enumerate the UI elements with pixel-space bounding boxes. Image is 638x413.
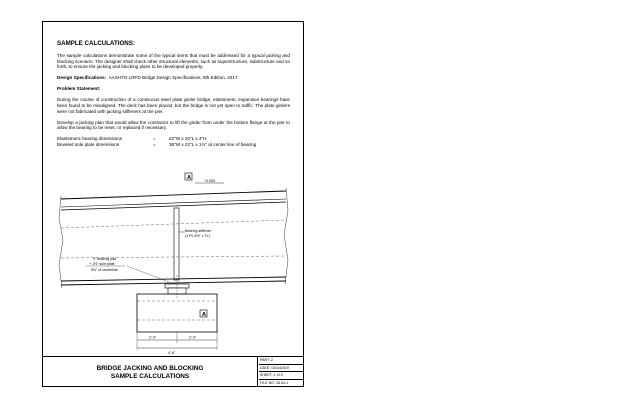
spec-value: 22"W x 20"L x 4"H xyxy=(169,136,207,142)
intro-paragraph: The sample calculations demonstrate some of the typical items that must be addressed for a typical jacking and blocking scenario. The designer shall check other structural elements, such as superstructure, substructure and so forth, to ensure the jacking and blocking plans to be developed properly. xyxy=(57,53,290,70)
document-sheet xyxy=(42,21,304,387)
dim-left: 2'-3" xyxy=(149,335,157,340)
girder-web-line xyxy=(61,220,286,228)
deck-top-line xyxy=(61,191,286,199)
title-block xyxy=(43,356,303,386)
design-specs-line xyxy=(57,75,290,81)
stiffener-note-1: Bearing stiffener xyxy=(185,229,212,233)
section-title: SAMPLE CALCULATIONS: xyxy=(57,40,135,47)
slope-label: +3.053 xyxy=(204,179,216,183)
girder-elevation-drawing xyxy=(57,170,290,360)
dim-total: 4'-6" xyxy=(168,351,176,355)
bearing-note-3: 5½" of centerline xyxy=(91,268,118,272)
title-block-line-2: SAMPLE CALCULATIONS xyxy=(110,373,190,380)
spec-value: 36"W x 22"L x 1½" at center line of bearing xyxy=(169,142,257,148)
title-block-sheet: SHEET: 1 of 9 xyxy=(259,372,303,380)
spec-row-sole-plate xyxy=(57,142,290,148)
title-block-file: FILE NO. 26.04-1 xyxy=(260,380,289,385)
bearing-note-2: + 1½" sole plate xyxy=(89,262,115,266)
section-mark-top: A xyxy=(187,175,191,181)
bottom-flange-top xyxy=(61,277,286,281)
content-area xyxy=(57,40,290,148)
problem-statement-label: Problem Statement: xyxy=(57,86,101,92)
spec-label: Elastomeric bearing dimensions xyxy=(57,136,123,142)
design-specs-value: AASHTO LRFD Bridge Design Specifications, 8th Edition, 2017. xyxy=(108,75,239,81)
bearing-note-1: 4" bearing pad xyxy=(93,257,117,261)
title-block-date: DATE: 01Oct2019 xyxy=(259,365,303,373)
problem-paragraph-1: During the course of construction of a continuous steel plate girder bridge, elastomeric expansion bearings have been found to be misaligned. The deck has been placed, but the bridge is not yet open to traffic. The plate girders were not fabricated with jacking stiffeners at the pier. xyxy=(57,97,290,114)
problem-paragraph-2: Develop a jacking plan that would allow the contractor to lift the girder from under the bottom flange at the pier to allow the bearing to be reset, or replaced if necessary. xyxy=(57,119,290,131)
spec-equals: = xyxy=(153,136,156,142)
spec-label: Beveled sole plate dimensions xyxy=(57,142,120,148)
title-block-line-1: BRIDGE JACKING AND BLOCKING xyxy=(96,365,204,372)
title-block-part: PART: 2 xyxy=(259,357,303,365)
bearing-stiffener xyxy=(174,208,179,280)
design-specs-label: Design Specifications: xyxy=(57,75,107,81)
title-block-info xyxy=(259,357,303,386)
spec-equals: = xyxy=(153,142,156,148)
stiffener-note-2: (1 PL 8½" x ⅝") xyxy=(185,234,210,238)
dim-right: 2'-3" xyxy=(189,335,197,340)
title-block-main xyxy=(43,357,258,386)
section-mark-bottom: A xyxy=(202,312,206,318)
